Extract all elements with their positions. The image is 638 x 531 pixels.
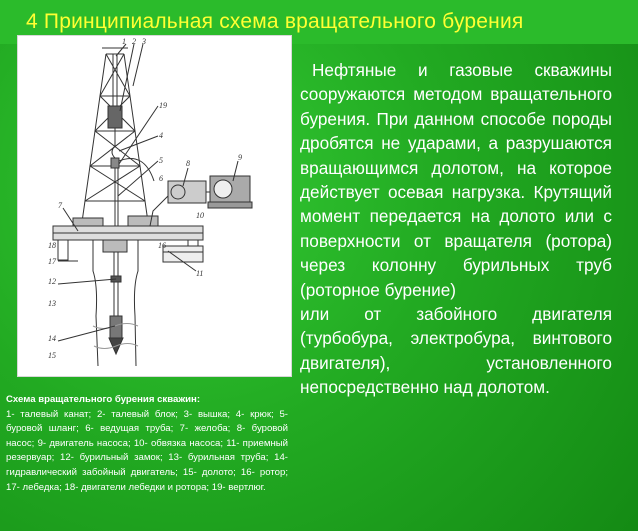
- callout-5: 5: [159, 156, 163, 165]
- callout-8: 8: [186, 159, 190, 168]
- caption-legend: 1- талевый канат; 2- талевый блок; 3- вышка; 4- крюк; 5- буровой шланг; 6- ведущая труба; 7- желоба; 8- буровой насос; 9- двигатель насоса; 10- обвязка насоса; 11- приемный резервуар; 12- бурильный замок; 13- бурильная труба; 14- гидравлический забойный двигатель; 15- долото; 16- ротор; 17- лебедка; 18- двигатели лебедки и ротора; 19- вертлюг.: [6, 408, 288, 493]
- callout-12: 12: [48, 277, 56, 286]
- callout-13: 13: [48, 299, 56, 308]
- callout-17: 17: [48, 257, 56, 266]
- callout-18: 18: [48, 241, 56, 250]
- body-text: [300, 58, 612, 400]
- callout-4: 4: [159, 131, 163, 140]
- figure-caption: [6, 393, 288, 495]
- callout-2: 2: [132, 37, 136, 46]
- callout-15: 15: [48, 351, 56, 360]
- callout-14: 14: [48, 334, 56, 343]
- slide-title: 4 Принципиальная схема вращательного бурения: [26, 10, 524, 33]
- callout-6: 6: [159, 174, 163, 183]
- callout-9: 9: [238, 153, 242, 162]
- callout-3: 3: [142, 37, 146, 46]
- caption-title: Схема вращательного бурения скважин:: [6, 394, 201, 405]
- callout-10: 10: [196, 211, 204, 220]
- drilling-rig-diagram: [17, 35, 292, 377]
- callout-16: 16: [158, 241, 166, 250]
- callout-11: 11: [196, 269, 204, 278]
- drilling-rig-drawing: [18, 36, 291, 376]
- callout-1: 1: [122, 37, 126, 46]
- callout-19: 19: [159, 101, 167, 110]
- body-paragraph-1: Нефтяные и газовые скважины сооружаются методом вращательного бурения. При данном способе породы дробятся не ударами, а разрушаются вращающимся долотом, на которое действует осевая нагрузка. Крутящий момент передается на долото или с поверхности от вращателя (ротора) через колонну бурильных труб (роторное бурение): [300, 60, 612, 300]
- callout-7: 7: [58, 201, 62, 210]
- body-paragraph-2: или от забойного двигателя (турбобура, электробура, винтового двигателя), установленного непосредственно над долотом.: [300, 304, 612, 398]
